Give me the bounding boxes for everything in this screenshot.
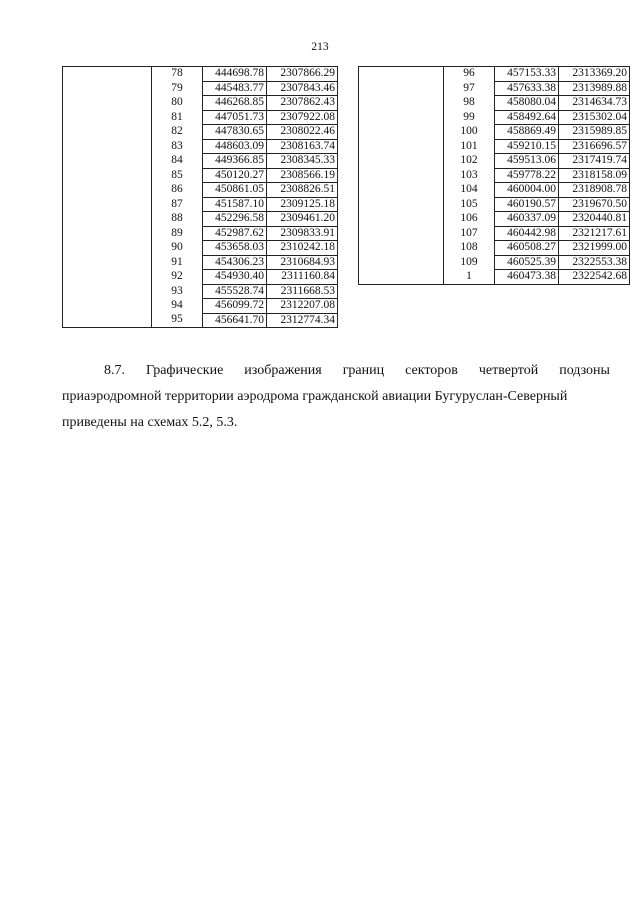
y-coordinate-cell: 2318158.09 xyxy=(559,168,630,183)
blank-cell xyxy=(359,226,444,241)
y-coordinate-cell: 2313989.88 xyxy=(559,81,630,96)
point-number-cell: 81 xyxy=(152,110,203,125)
point-number-cell: 93 xyxy=(152,284,203,299)
blank-cell xyxy=(359,255,444,270)
y-coordinate-cell: 2317419.74 xyxy=(559,154,630,169)
table-row xyxy=(63,241,338,256)
x-coordinate-cell: 457153.33 xyxy=(495,67,559,82)
blank-cell xyxy=(359,270,444,285)
table-row xyxy=(63,168,338,183)
blank-cell xyxy=(359,183,444,198)
table-row xyxy=(359,154,630,169)
x-coordinate-cell: 446268.85 xyxy=(203,96,267,111)
x-coordinate-cell: 445483.77 xyxy=(203,81,267,96)
blank-cell xyxy=(359,154,444,169)
point-number-cell: 82 xyxy=(152,125,203,140)
y-coordinate-cell: 2308826.51 xyxy=(267,183,338,198)
point-number-cell: 92 xyxy=(152,270,203,285)
y-coordinate-cell: 2309833.91 xyxy=(267,226,338,241)
y-coordinate-cell: 2307862.43 xyxy=(267,96,338,111)
y-coordinate-cell: 2321999.00 xyxy=(559,241,630,256)
blank-cell xyxy=(63,313,152,328)
x-coordinate-cell: 448603.09 xyxy=(203,139,267,154)
paragraph-word: 8.7. xyxy=(104,363,125,378)
blank-cell xyxy=(359,125,444,140)
table-row xyxy=(63,197,338,212)
point-number-cell: 101 xyxy=(444,139,495,154)
y-coordinate-cell: 2313369.20 xyxy=(559,67,630,82)
point-number-cell: 89 xyxy=(152,226,203,241)
table-row xyxy=(359,125,630,140)
y-coordinate-cell: 2309461.20 xyxy=(267,212,338,227)
table-row xyxy=(359,226,630,241)
paragraph-word: подзоны xyxy=(559,363,610,378)
blank-cell xyxy=(63,81,152,96)
y-coordinate-cell: 2321217.61 xyxy=(559,226,630,241)
blank-cell xyxy=(359,197,444,212)
point-number-cell: 94 xyxy=(152,299,203,314)
point-number-cell: 109 xyxy=(444,255,495,270)
table-row xyxy=(63,67,338,82)
table-row xyxy=(63,183,338,198)
x-coordinate-cell: 453658.03 xyxy=(203,241,267,256)
point-number-cell: 79 xyxy=(152,81,203,96)
y-coordinate-cell: 2322542.68 xyxy=(559,270,630,285)
paragraph-line-1 xyxy=(62,358,610,384)
point-number-cell: 103 xyxy=(444,168,495,183)
table-row xyxy=(359,168,630,183)
blank-cell xyxy=(63,168,152,183)
y-coordinate-cell: 2315302.04 xyxy=(559,110,630,125)
point-number-cell: 107 xyxy=(444,226,495,241)
x-coordinate-cell: 450120.27 xyxy=(203,168,267,183)
y-coordinate-cell: 2319670.50 xyxy=(559,197,630,212)
blank-cell xyxy=(63,255,152,270)
table-row xyxy=(63,96,338,111)
y-coordinate-cell: 2320440.81 xyxy=(559,212,630,227)
point-number-cell: 97 xyxy=(444,81,495,96)
y-coordinate-cell: 2312207.08 xyxy=(267,299,338,314)
point-number-cell: 100 xyxy=(444,125,495,140)
x-coordinate-cell: 460004.00 xyxy=(495,183,559,198)
point-number-cell: 85 xyxy=(152,168,203,183)
y-coordinate-cell: 2315989.85 xyxy=(559,125,630,140)
point-number-cell: 104 xyxy=(444,183,495,198)
x-coordinate-cell: 447051.73 xyxy=(203,110,267,125)
x-coordinate-cell: 458080.04 xyxy=(495,96,559,111)
point-number-cell: 96 xyxy=(444,67,495,82)
x-coordinate-cell: 460442.98 xyxy=(495,226,559,241)
x-coordinate-cell: 460337.09 xyxy=(495,212,559,227)
blank-cell xyxy=(63,270,152,285)
y-coordinate-cell: 2308566.19 xyxy=(267,168,338,183)
y-coordinate-cell: 2318908.78 xyxy=(559,183,630,198)
y-coordinate-cell: 2322553.38 xyxy=(559,255,630,270)
table-row xyxy=(63,284,338,299)
blank-cell xyxy=(63,212,152,227)
x-coordinate-cell: 450861.05 xyxy=(203,183,267,198)
table-row xyxy=(63,154,338,169)
point-number-cell: 90 xyxy=(152,241,203,256)
blank-cell xyxy=(63,183,152,198)
x-coordinate-cell: 459778.22 xyxy=(495,168,559,183)
blank-cell xyxy=(63,241,152,256)
paragraph-word: границ xyxy=(342,363,385,378)
blank-cell xyxy=(63,284,152,299)
x-coordinate-cell: 460525.39 xyxy=(495,255,559,270)
y-coordinate-cell: 2307866.29 xyxy=(267,67,338,82)
blank-cell xyxy=(359,96,444,111)
table-row xyxy=(63,81,338,96)
x-coordinate-cell: 454306.23 xyxy=(203,255,267,270)
blank-cell xyxy=(359,110,444,125)
point-number-cell: 108 xyxy=(444,241,495,256)
point-number-cell: 80 xyxy=(152,96,203,111)
paragraph-word: изображения xyxy=(244,363,322,378)
x-coordinate-cell: 458869.49 xyxy=(495,125,559,140)
table-row xyxy=(359,110,630,125)
table-row xyxy=(63,270,338,285)
point-number-cell: 78 xyxy=(152,67,203,82)
y-coordinate-cell: 2309125.18 xyxy=(267,197,338,212)
blank-cell xyxy=(63,197,152,212)
table-row xyxy=(359,270,630,285)
point-number-cell: 88 xyxy=(152,212,203,227)
y-coordinate-cell: 2307843.46 xyxy=(267,81,338,96)
coordinates-table-left xyxy=(62,66,338,328)
x-coordinate-cell: 459513.06 xyxy=(495,154,559,169)
point-number-cell: 95 xyxy=(152,313,203,328)
point-number-cell: 91 xyxy=(152,255,203,270)
table-row xyxy=(63,299,338,314)
y-coordinate-cell: 2314634.73 xyxy=(559,96,630,111)
x-coordinate-cell: 454930.40 xyxy=(203,270,267,285)
point-number-cell: 84 xyxy=(152,154,203,169)
x-coordinate-cell: 459210.15 xyxy=(495,139,559,154)
y-coordinate-cell: 2311160.84 xyxy=(267,270,338,285)
x-coordinate-cell: 460508.27 xyxy=(495,241,559,256)
table-row xyxy=(63,313,338,328)
x-coordinate-cell: 447830.65 xyxy=(203,125,267,140)
y-coordinate-cell: 2316696.57 xyxy=(559,139,630,154)
y-coordinate-cell: 2311668.53 xyxy=(267,284,338,299)
table-row xyxy=(63,226,338,241)
y-coordinate-cell: 2310242.18 xyxy=(267,241,338,256)
table-row xyxy=(359,96,630,111)
x-coordinate-cell: 456099.72 xyxy=(203,299,267,314)
blank-cell xyxy=(359,241,444,256)
x-coordinate-cell: 451587.10 xyxy=(203,197,267,212)
point-number-cell: 106 xyxy=(444,212,495,227)
blank-cell xyxy=(359,212,444,227)
point-number-cell: 87 xyxy=(152,197,203,212)
x-coordinate-cell: 452987.62 xyxy=(203,226,267,241)
table-row xyxy=(359,241,630,256)
section-paragraph xyxy=(62,358,610,436)
x-coordinate-cell: 460190.57 xyxy=(495,197,559,212)
paragraph-word: секторов xyxy=(405,363,458,378)
x-coordinate-cell: 452296.58 xyxy=(203,212,267,227)
coordinates-table-right xyxy=(358,66,630,285)
table-row xyxy=(359,212,630,227)
blank-cell xyxy=(63,139,152,154)
table-row xyxy=(359,255,630,270)
y-coordinate-cell: 2307922.08 xyxy=(267,110,338,125)
x-coordinate-cell: 449366.85 xyxy=(203,154,267,169)
blank-cell xyxy=(359,81,444,96)
x-coordinate-cell: 444698.78 xyxy=(203,67,267,82)
blank-cell xyxy=(63,299,152,314)
point-number-cell: 102 xyxy=(444,154,495,169)
table-row xyxy=(359,197,630,212)
y-coordinate-cell: 2308022.46 xyxy=(267,125,338,140)
blank-cell xyxy=(359,168,444,183)
y-coordinate-cell: 2312774.34 xyxy=(267,313,338,328)
blank-cell xyxy=(359,67,444,82)
blank-cell xyxy=(63,226,152,241)
table-row xyxy=(63,139,338,154)
page-number: 213 xyxy=(311,41,329,53)
x-coordinate-cell: 455528.74 xyxy=(203,284,267,299)
y-coordinate-cell: 2308163.74 xyxy=(267,139,338,154)
blank-cell xyxy=(63,125,152,140)
paragraph-line-3: приведены на схемах 5.2, 5.3. xyxy=(62,415,238,430)
table-row xyxy=(63,125,338,140)
paragraph-word: четвертой xyxy=(478,363,539,378)
blank-cell xyxy=(359,139,444,154)
point-number-cell: 99 xyxy=(444,110,495,125)
blank-cell xyxy=(63,154,152,169)
table-row xyxy=(63,255,338,270)
point-number-cell: 105 xyxy=(444,197,495,212)
x-coordinate-cell: 460473.38 xyxy=(495,270,559,285)
table-row xyxy=(359,67,630,82)
x-coordinate-cell: 458492.64 xyxy=(495,110,559,125)
blank-cell xyxy=(63,96,152,111)
point-number-cell: 98 xyxy=(444,96,495,111)
point-number-cell: 1 xyxy=(444,270,495,285)
table-row xyxy=(359,183,630,198)
blank-cell xyxy=(63,110,152,125)
x-coordinate-cell: 457633.38 xyxy=(495,81,559,96)
paragraph-line-2: приаэродромной территории аэродрома гражданской авиации Бугуруслан-Северный xyxy=(62,389,568,404)
point-number-cell: 86 xyxy=(152,183,203,198)
y-coordinate-cell: 2310684.93 xyxy=(267,255,338,270)
x-coordinate-cell: 456641.70 xyxy=(203,313,267,328)
table-row xyxy=(63,110,338,125)
y-coordinate-cell: 2308345.33 xyxy=(267,154,338,169)
point-number-cell: 83 xyxy=(152,139,203,154)
table-row xyxy=(63,212,338,227)
table-row xyxy=(359,139,630,154)
blank-cell xyxy=(63,67,152,82)
paragraph-word: Графические xyxy=(145,363,224,378)
table-row xyxy=(359,81,630,96)
